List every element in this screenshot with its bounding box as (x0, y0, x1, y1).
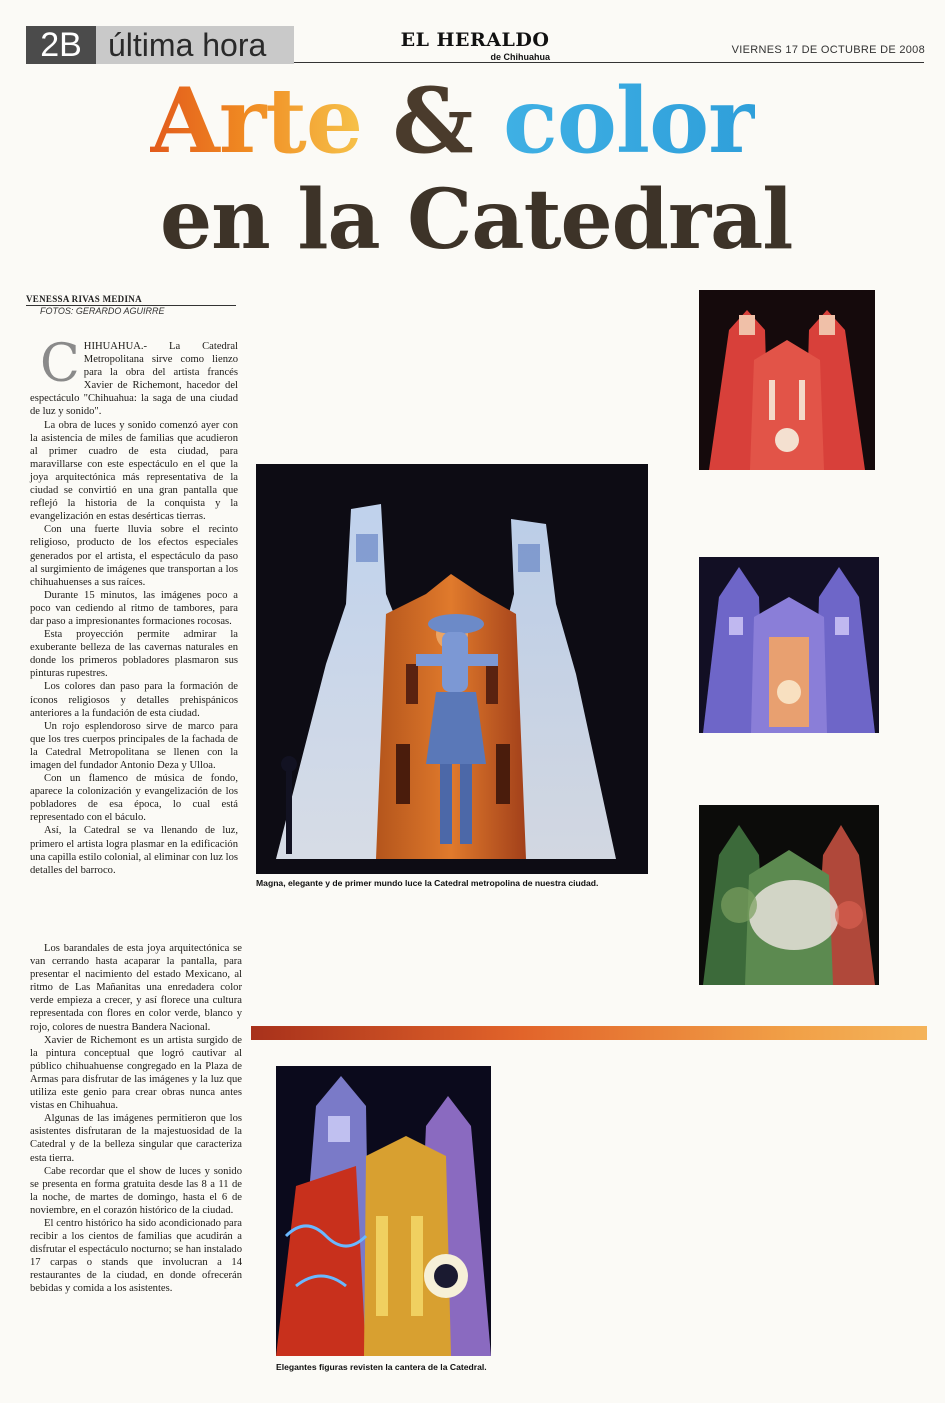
headline-line-2: en la Catedral (160, 172, 793, 268)
drop-cap: C (40, 334, 80, 394)
newspaper-name: EL HERALDO (400, 29, 550, 51)
article-paragraph: Así, la Catedral se va llenando de luz, primero el artista logra plasmar en la edificación una capilla estilo colonial, al eliminar con luz los detalles del barroco. (30, 825, 238, 876)
cathedral-projection-illustration (256, 464, 648, 874)
article-paragraph: Un rojo esplendoroso sirve de marco para que los tres cuerpos principales de la fachada de la Catedral Metropolitana se llenen con la imagen del fundador Antonio Deza y Ulloa. (30, 720, 238, 771)
photo-credit: FOTOS: GERARDO AGUIRRE (40, 306, 165, 316)
article-paragraph: Xavier de Richemont es un artista surgido de la pintura conceptual que logró cautivar al público chihuahuense congregado en la Plaza de Armas para disfrutar de las imágenes y la luz que utiliza este genio para crear obras nunca antes vistas en Chihuahua. (30, 1034, 242, 1112)
section-label: última hora (96, 26, 294, 64)
article-column-1 (30, 334, 238, 877)
cathedral-violet-illustration (699, 557, 879, 733)
article-paragraph: Con una fuerte lluvia sobre el recinto religioso, producto de los efectos especiales generados por el artista, el espectáculo da paso al surgimiento de imágenes que transportan a los chihuahuenses a sus raíces. (30, 524, 238, 588)
article-paragraph: Cabe recordar que el show de luces y sonido se presenta en forma gratuita desde las 8 a 11 de la noche, de martes de domingo, hasta el 6 de noviembre, en el corazón histórico de la ciudad. (30, 1165, 242, 1216)
headline-line-1 (150, 66, 850, 176)
headline-word-arte: Arte (150, 68, 363, 174)
cathedral-red-illustration (699, 290, 875, 470)
headline-word-color: color (503, 68, 755, 174)
issue-date: VIERNES 17 DE OCTUBRE DE 2008 (731, 44, 925, 56)
photo-cathedral-green (699, 805, 879, 985)
article-paragraph: Esta proyección permite admirar la exuberante belleza de las cavernas naturales en donde los primeros pobladores plasmaron sus pinturas rupestres. (30, 629, 238, 680)
article-column-2 (30, 942, 242, 1296)
photo-cathedral-violet (699, 557, 879, 733)
header-rule (294, 62, 924, 63)
caption-bottom-photo: Elegantes figuras revisten la cantera de la Catedral. (276, 1362, 487, 1372)
article-paragraph: Durante 15 minutos, las imágenes poco a poco van cediendo al ritmo de tambores, para dar paso a impresionantes formaciones rocosas. (30, 589, 238, 627)
article-paragraph: La obra de luces y sonido comenzó ayer con la asistencia de miles de familias que acudieron al primer cuadro de esta ciudad, para maravillarse con este espectáculo en el que la joya arquitectónica más representativa de la ciudad se convirtió en una gran pantalla que reflejó la historia de la conquista y la evangelización en estas desérticas tierras. (30, 419, 238, 523)
article-paragraph: Con un flamenco de música de fondo, aparece la colonización y evangelización de los pobladores de esa época, lo cual está representado con el báculo. (30, 773, 238, 824)
page-number: 2B (26, 26, 96, 64)
decorative-color-bar (251, 1026, 927, 1040)
caption-main-photo: Magna, elegante y de primer mundo luce la Catedral metropolina de nuestra ciudad. (256, 878, 599, 888)
photo-cathedral-main (256, 464, 648, 874)
article-paragraph: El centro histórico ha sido acondicionado para recibir a los cientos de familias que acudirán a disfrutar el espectáculo nocturno; se han instalado 17 carpas o stands que involucran a 14 restaurantes de la ciudad, en donde ofrecerán bebidas y comida a los asistentes. (30, 1217, 242, 1295)
cathedral-facade-illustration (276, 1066, 491, 1356)
photo-cathedral-red (699, 290, 875, 470)
cathedral-green-illustration (699, 805, 879, 985)
article-paragraph: Algunas de las imágenes permitieron que los asistentes disfrutaran de la majestuosidad de la Catedral y de la belleza singular que caracteriza esta tierra. (30, 1113, 242, 1164)
article-paragraph: Los barandales de esta joya arquitectónica se van cerrando hasta acaparar la pantalla, para presentar el nacimiento del estado Mexicano, al ritmo de Las Mañanitas una enredadera color verde empieza a crecer, y así florece una cultura representada con flores en color verde, blanco y rojo, colores de nuestra Bandera Nacional. (30, 943, 242, 1033)
headline-ampersand: & (392, 68, 473, 174)
article-paragraph: Los colores dan paso para la formación de íconos religiosos y detalles prehispánicos anteriores a la fundación de esta ciudad. (30, 681, 238, 719)
author-byline: VENESSA RIVAS MEDINA (26, 294, 236, 306)
newspaper-subtitle: de Chihuahua (490, 52, 550, 62)
photo-cathedral-facade (276, 1066, 491, 1356)
article-paragraph: HIHUAHUA.- La Catedral Metropolitana sirve como lienzo para la obra del artista francés Xavier de Richemont, hacedor del espectáculo "Chihuahua: la saga de una ciudad de luz y sonido". (30, 341, 238, 418)
